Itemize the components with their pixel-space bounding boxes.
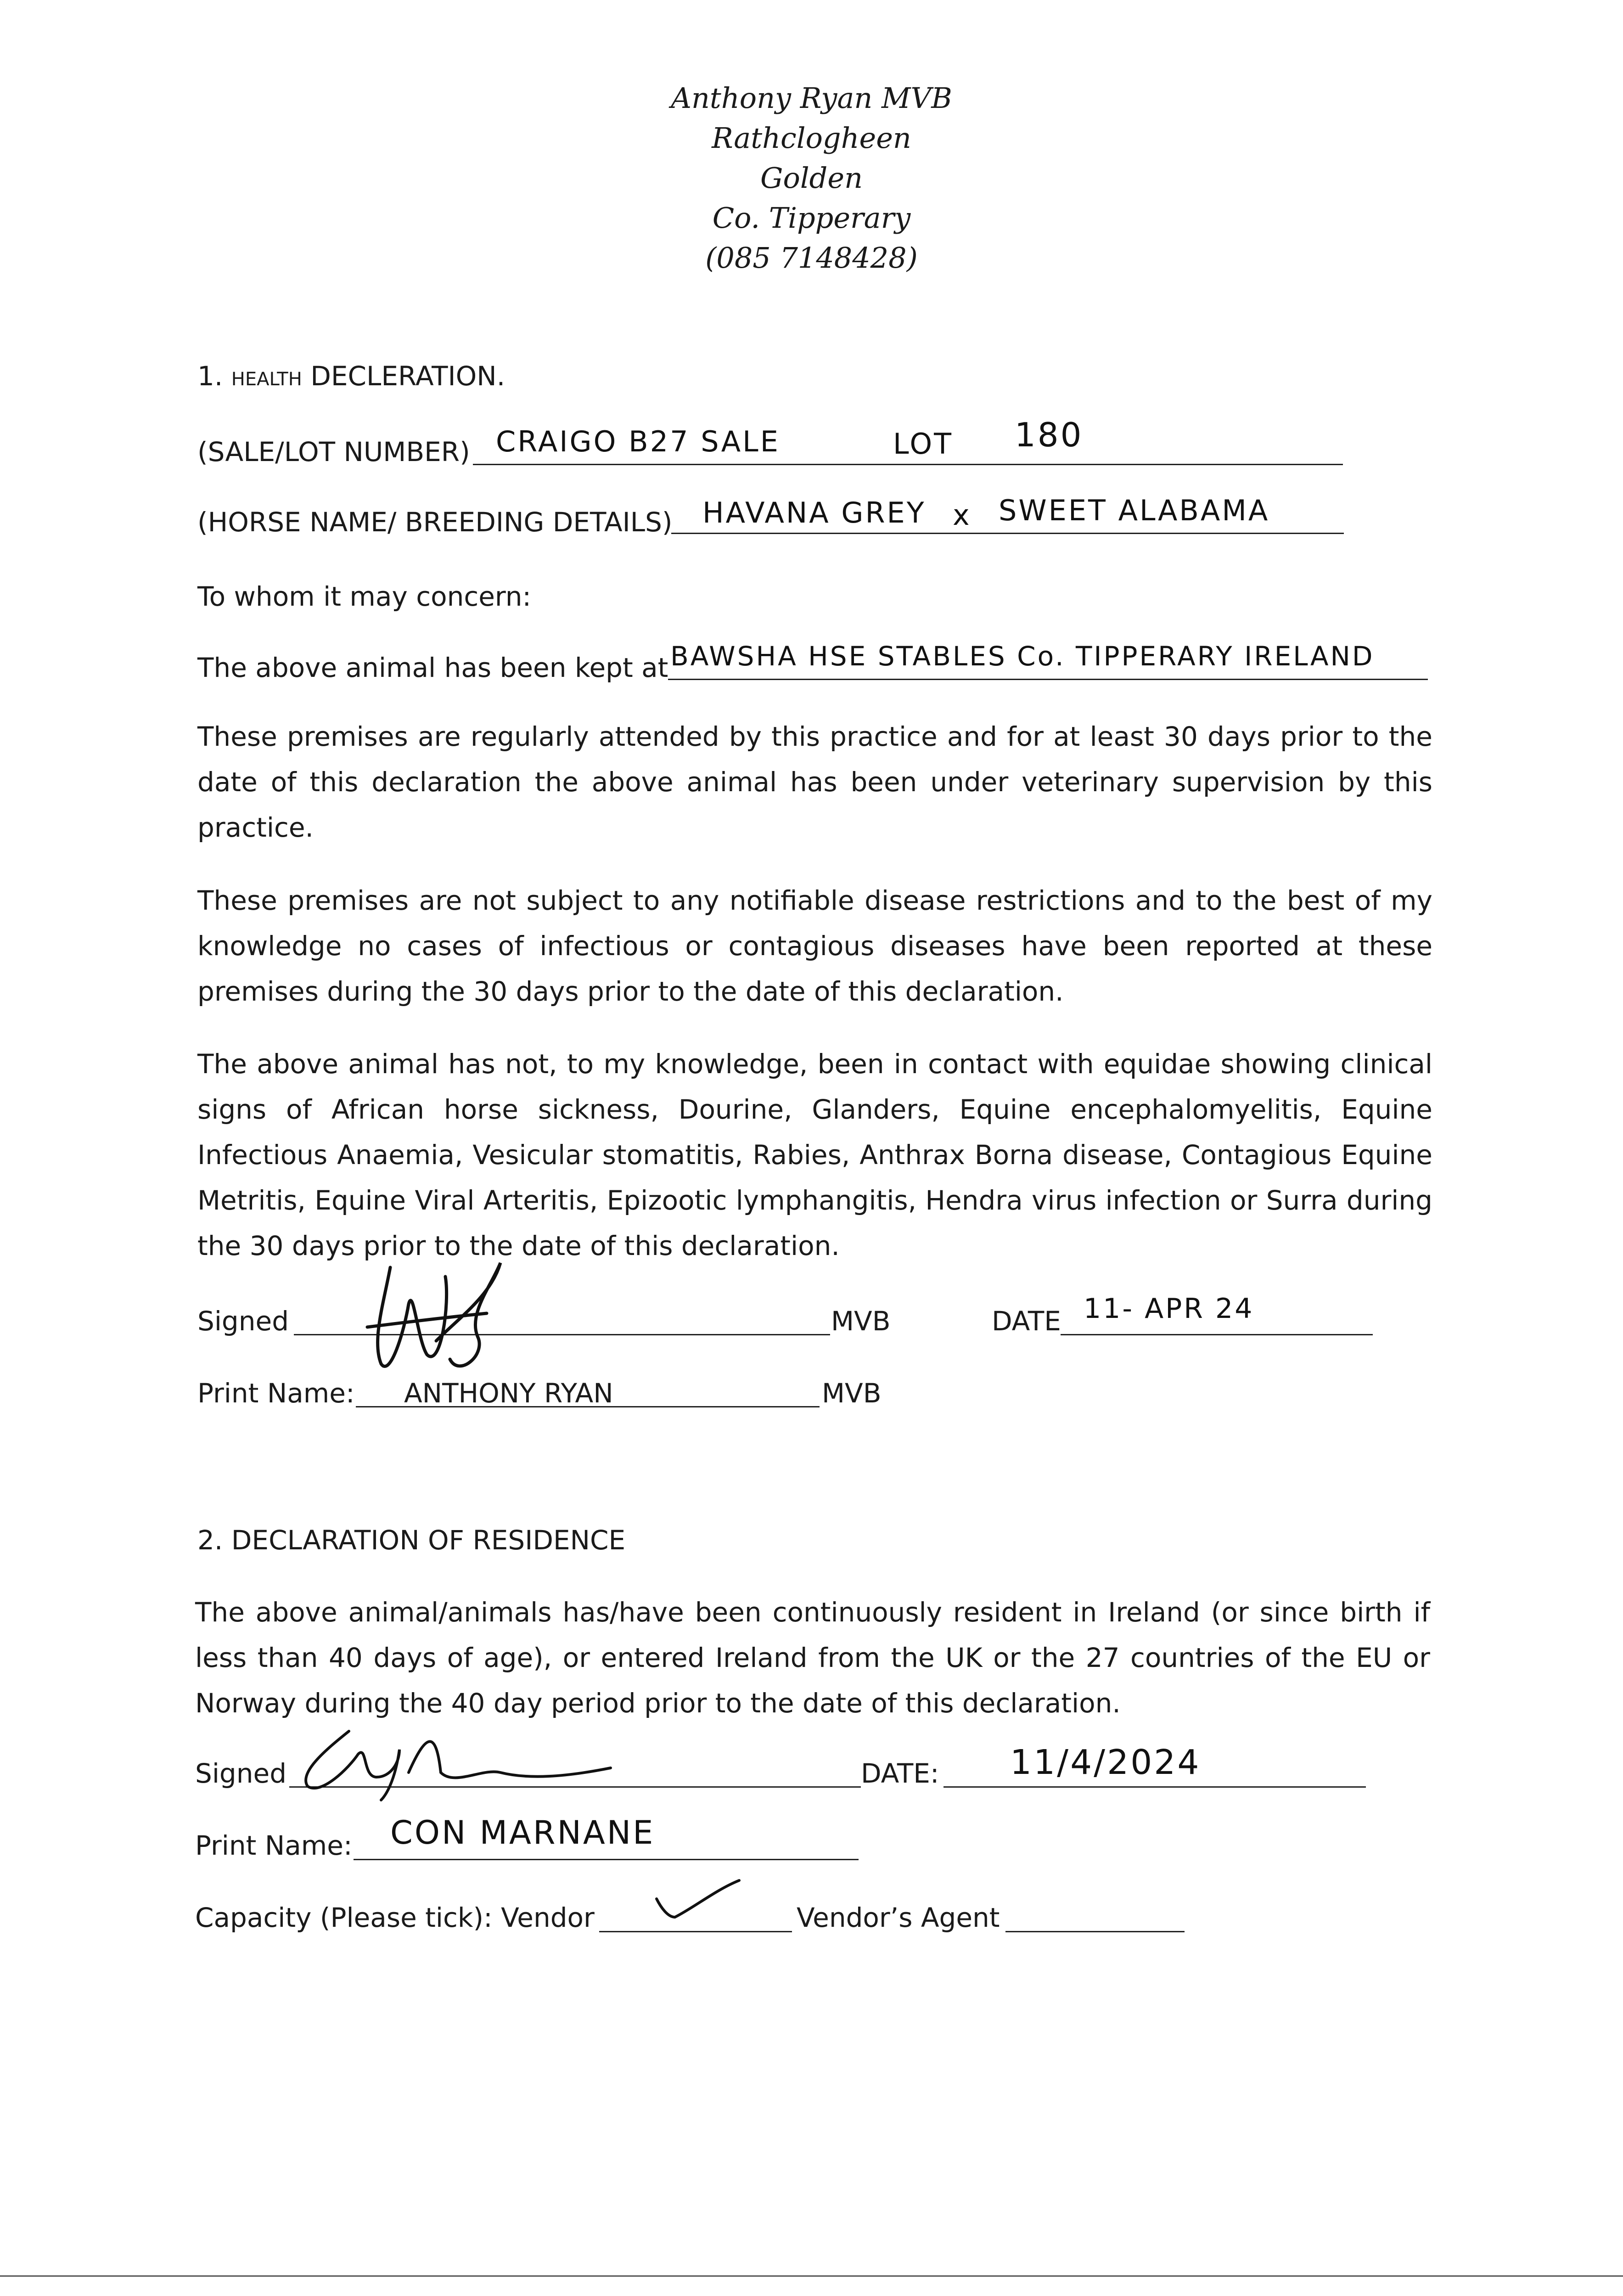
horse-name-label: (HORSE NAME/ BREEDING DETAILS) [197,506,673,538]
section-1-small-word: HEALTH [231,369,302,390]
contact-paragraph: The above animal has not, to my knowledge, been in contact with equidae showing clinical signs of African horse sickness, Dourine, Glanders, Equine encephalomyelitis, Equine Infectious Anaemia, Vesicular stomatitis, Rabies, Anthrax Borna disease, Contagious Equine Metritis, Equine Viral Arteritis, Epizootic lymphangitis, Hendra virus infection or Surra during the 30 days prior to the date of this declaration. [197,1048,1432,1261]
vet-date-handwriting[interactable]: 11- APR 24 [1084,1293,1254,1325]
salutation: To whom it may concern: [197,581,532,612]
sale-lot-handwriting[interactable]: CRAIGO B27 SALE [496,425,780,458]
vendor-tick-mark[interactable] [652,1876,744,1926]
vendor-signature[interactable] [289,1713,620,1805]
address-line-town: Golden [760,161,863,195]
capacity-vendor-label: Capacity (Please tick): Vendor [195,1902,595,1933]
supervision-paragraph: These premises are regularly attended by this practice and for at least 30 days prior to the date of this declaration the above animal has been under veterinary supervision by this practice. [197,721,1432,843]
residence-paragraph: The above animal/animals has/have been continuously resident in Ireland (or since birth if less than 40 days of age), or entered Ireland from the UK or the 27 countries of the EU or Norway during the 40 day period prior to the date of this declaration. [195,1597,1430,1719]
phone-number: (085 7148428) [705,241,918,275]
vet-print-name-mvb: MVB [822,1378,882,1409]
restrictions-paragraph: These premises are not subject to any notifiable disease restrictions and to the best of my knowledge no cases of infectious or contagious diseases have been reported at these premises during the 30 days prior to the date of this declaration. [197,885,1432,1007]
capacity-agent-label: Vendor’s Agent [797,1902,1000,1933]
vet-signed-mvb: MVB [831,1306,891,1337]
vet-date-label: DATE [992,1306,1061,1337]
sale-lot-label: (SALE/LOT NUMBER) [197,436,470,467]
vendor-date-underline [943,1786,1366,1788]
kept-at-label: The above animal has been kept at [197,652,668,683]
section-1-number: 1. [197,360,223,392]
vendor-date-handwriting[interactable]: 11/4/2024 [1010,1743,1201,1782]
vet-name: Anthony Ryan MVB [671,81,952,115]
horse-dam-handwriting[interactable]: SWEET ALABAMA [999,494,1270,527]
vendor-print-name-underline [354,1859,859,1860]
kept-at-handwriting[interactable]: BAWSHA HSE STABLES Co. TIPPERARY IRELAND [670,641,1375,672]
vendor-print-name-handwriting[interactable]: CON MARNANE [390,1814,655,1851]
vendor-signed-label: Signed [195,1758,287,1789]
lot-number-handwriting[interactable]: 180 [1015,416,1084,454]
section-1-heading-text: DECLERATION. [310,360,505,392]
section-2-heading: 2. DECLARATION OF RESIDENCE [197,1525,626,1556]
horse-cross-handwriting: x [953,498,972,532]
capacity-vendor-underline [599,1931,792,1932]
sale-lot-underline [473,464,1343,465]
lot-handwriting: LOT [893,427,954,461]
address-line-county: Co. Tipperary [712,201,911,235]
section-1-heading [197,354,505,402]
horse-sire-handwriting[interactable]: HAVANA GREY [702,496,926,529]
vendor-date-label: DATE: [861,1758,939,1789]
vendor-print-name-label: Print Name: [195,1830,353,1861]
horse-name-underline [671,533,1344,534]
vet-date-underline [1061,1334,1373,1335]
kept-at-underline [668,679,1428,680]
address-line-townland: Rathclogheen [712,121,911,155]
vet-print-name-value: ANTHONY RYAN [404,1378,613,1409]
page-bottom-edge [0,2275,1623,2277]
vet-signed-label: Signed [197,1306,289,1337]
capacity-agent-underline[interactable] [1005,1931,1185,1932]
vet-print-name-label: Print Name: [197,1378,355,1409]
letterhead [0,78,1623,278]
